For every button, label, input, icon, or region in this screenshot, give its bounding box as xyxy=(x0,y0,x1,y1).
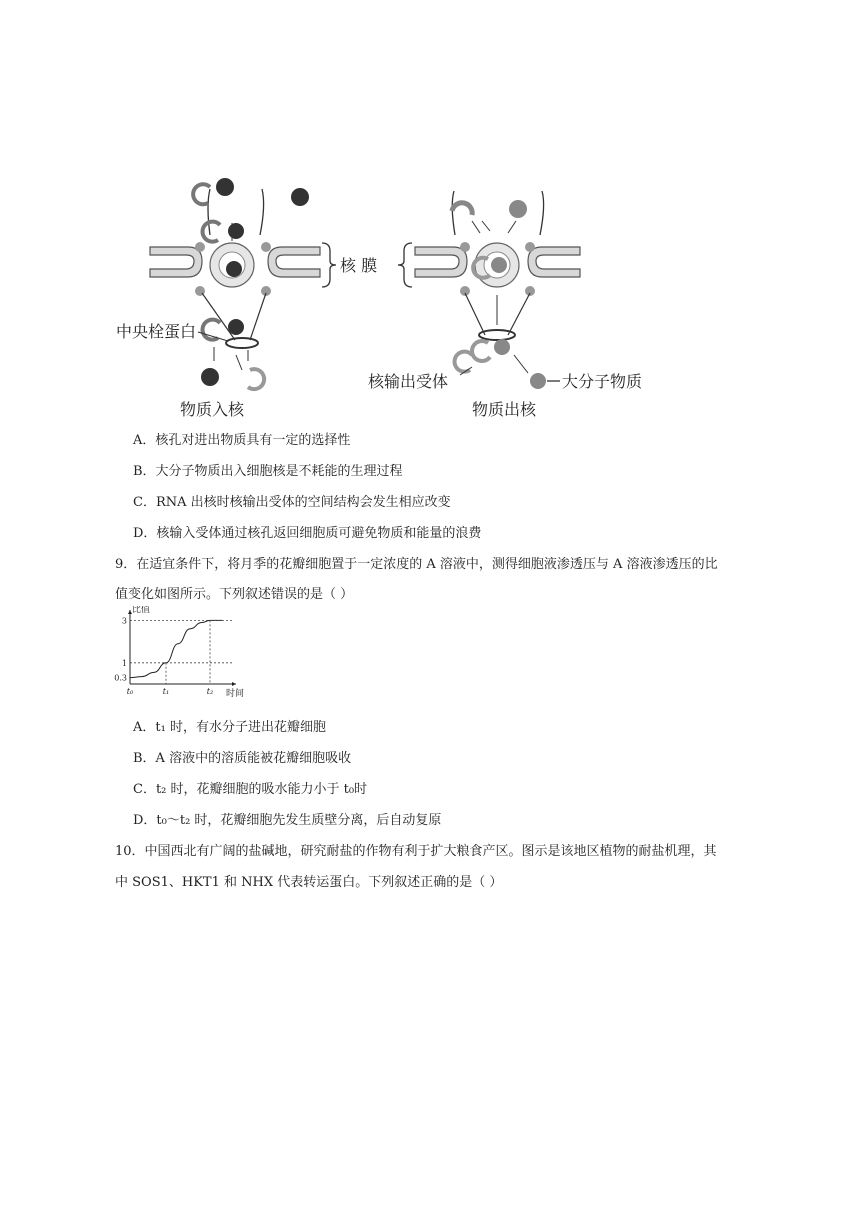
y-axis-label: 比值 xyxy=(132,606,151,615)
nuclear-membrane-label: 核 膜 xyxy=(340,256,378,275)
export-panel xyxy=(368,191,642,419)
export-caption: 物质出核 xyxy=(472,400,537,419)
q9-option-c: C．t₂ 时，花瓣细胞的吸水能力小于 t₀时 xyxy=(133,782,368,797)
q9-stem-line2: 值变化如图所示。下列叙述错误的是（ ） xyxy=(115,587,354,602)
q10-stem-line2: 中 SOS1、HKT1 和 NHX 代表转运蛋白。下列叙述正确的是（ ） xyxy=(115,875,503,890)
macromolecule-icon xyxy=(530,373,546,389)
y-tick-label: 1 xyxy=(121,658,127,668)
x-axis-arrow xyxy=(232,682,236,686)
q8-option-d: D．核输入受体通过核孔返回细胞质可避免物质和能量的浪费 xyxy=(133,526,482,541)
import-panel xyxy=(116,178,320,419)
q9-option-d: D．t₀～t₂ 时，花瓣细胞先发生质壁分离，后自动复原 xyxy=(133,813,442,828)
x-tick-label: t₂ xyxy=(206,687,214,696)
import-caption: 物质入核 xyxy=(180,400,245,419)
q9-option-b: B．A 溶液中的溶质能被花瓣细胞吸收 xyxy=(133,751,352,766)
q9-stem-line1: 9．在适宜条件下，将月季的花瓣细胞置于一定浓度的 A 溶液中，测得细胞液渗透压与 A 溶液渗透压的比 xyxy=(115,557,718,572)
membrane-label-group xyxy=(322,243,412,287)
q9-option-a: A．t₁ 时，有水分子进出花瓣细胞 xyxy=(133,720,326,735)
cargo-in-pore xyxy=(226,261,242,277)
x-tick-label: t₀ xyxy=(126,687,134,696)
y-tick-label: 0.3 xyxy=(114,673,127,683)
q10-stem-line1: 10．中国西北有广阔的盐碱地，研究耐盐的作物有利于扩大粮食产区。图示是该地区植物的耐盐机理，其 xyxy=(115,844,717,859)
q8-option-a: A．核孔对进出物质具有一定的选择性 xyxy=(133,433,351,448)
cargo-icon xyxy=(216,178,234,196)
nuclear-pore-figure xyxy=(110,165,670,425)
ratio-chart xyxy=(112,606,252,704)
q8-option-c: C．RNA 出核时核输出受体的空间结构会发生相应改变 xyxy=(133,495,451,510)
central-plug-label: 中央栓蛋白 xyxy=(116,322,197,341)
macromolecule-label: 大分子物质 xyxy=(562,372,643,391)
basket-ring-left xyxy=(226,338,258,348)
export-receptor-label: 核输出受体 xyxy=(368,372,449,391)
x-axis-label: 时间 xyxy=(226,689,245,699)
import-receptor-icon xyxy=(193,184,210,204)
y-tick-label: 3 xyxy=(121,616,127,626)
x-tick-label: t₁ xyxy=(162,687,170,696)
q8-option-b: B．大分子物质出入细胞核是不耗能的生理过程 xyxy=(133,464,403,479)
ratio-curve xyxy=(130,620,222,677)
export-receptor-top-icon xyxy=(452,203,472,215)
